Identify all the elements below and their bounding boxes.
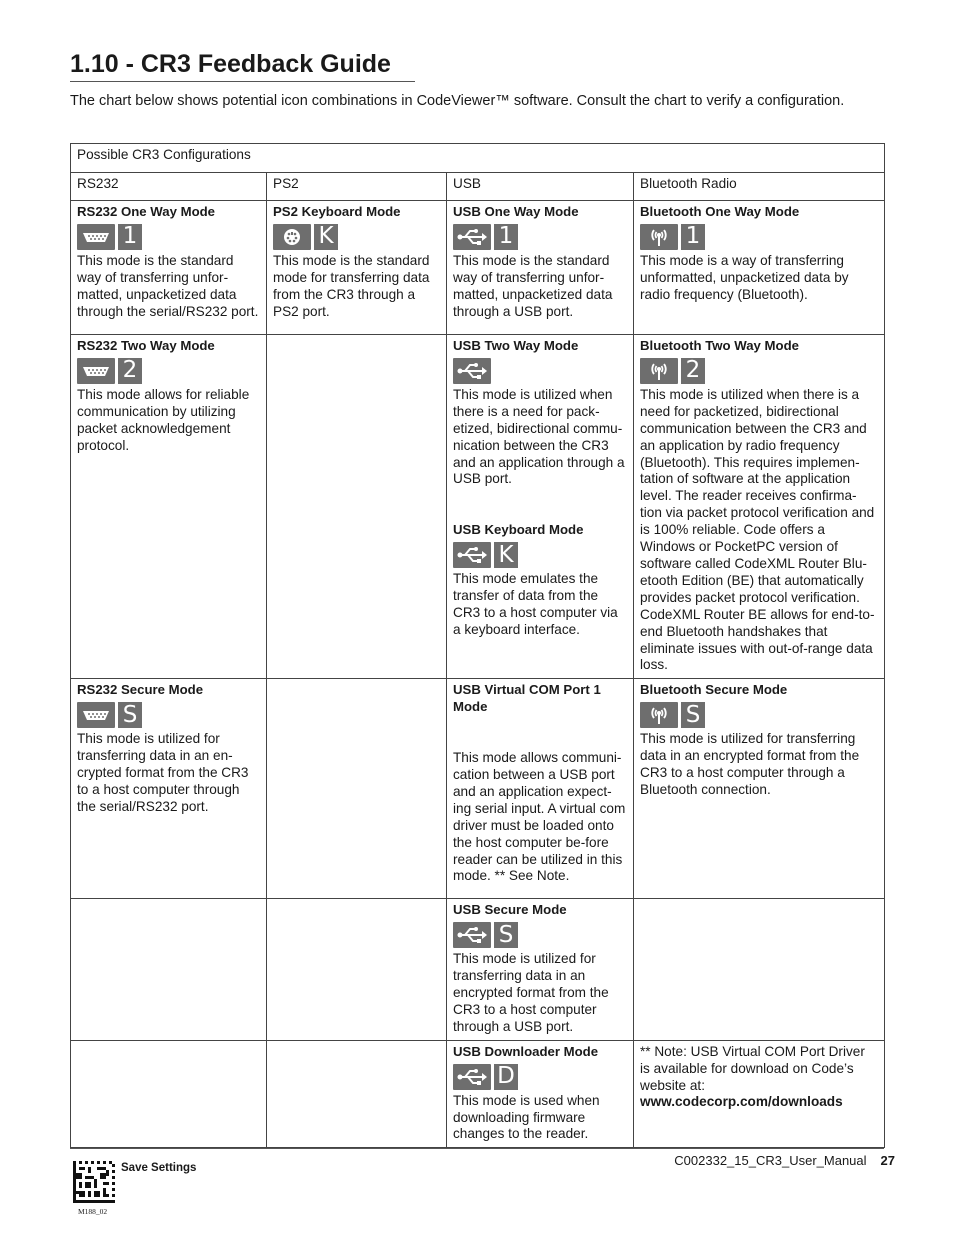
ps2-keyboard-cell [267, 201, 447, 335]
empty-cell [634, 899, 885, 1040]
mode-description: This mode is the standard way of transferring unfor-matted, unpacketized data through a USB port. [453, 252, 613, 319]
mode-name: Bluetooth Secure Mode [640, 682, 788, 698]
driver-note-cell [634, 1040, 885, 1148]
mode-glyph: S [118, 702, 142, 728]
save-settings-label: Save Settings [121, 1162, 197, 1174]
table-row [71, 679, 885, 899]
mode-glyph: D [494, 1064, 518, 1090]
empty-cell [267, 679, 447, 899]
mode-description: This mode emulates the transfer of data from the CR3 to a host computer via a keyboard interface. [453, 571, 618, 637]
usb-secure-cell [447, 899, 634, 1040]
table-caption: Possible CR3 Configurations [71, 144, 885, 173]
mode-glyph: S [494, 922, 518, 948]
page-number: 27 [880, 1153, 895, 1168]
empty-cell [267, 899, 447, 1040]
empty-cell [71, 1040, 267, 1148]
empty-cell [71, 899, 267, 1040]
barcode-code: M188_02 [78, 1207, 108, 1216]
mode-description: This mode is a way of transferring unformatted, unpacketized data by radio frequency (Bluetooth). [640, 252, 849, 302]
mode-description: This mode is utilized for transferring data in an encrypted format from the CR3 to a host computer through a USB port. [453, 951, 609, 1034]
usb-icon [453, 542, 491, 568]
serial-port-icon [77, 358, 115, 384]
mode-description: This mode allows for reliable communication by utilizing packet acknowledgement protocol. [77, 386, 250, 453]
table-row [71, 201, 885, 335]
usb-one-way-cell [447, 201, 634, 335]
radio-antenna-icon [640, 702, 678, 728]
mode-name: PS2 Keyboard Mode [273, 204, 401, 219]
intro-paragraph: The chart below shows potential icon combinations in CodeViewer™ software. Consult the chart to verify a configuration. [70, 93, 845, 109]
mode-glyph: K [494, 542, 518, 568]
table-row [71, 1040, 885, 1148]
radio-antenna-icon [640, 358, 678, 384]
footer-doc-id [674, 1153, 895, 1168]
mode-description: This mode is utilized when there is a need for pack-etized, bidirectional commu-nication between the CR3 and an application through a USB port. [453, 386, 625, 487]
rs232-one-way-cell [71, 201, 267, 335]
mode-name: RS232 Two Way Mode [77, 338, 215, 353]
rs232-two-way-cell [71, 335, 267, 679]
mode-name: RS232 One Way Mode [77, 204, 216, 219]
driver-note-text: ** Note: USB Virtual COM Port Driver is available for download on Code’s website at: [640, 1043, 865, 1093]
mode-description: This mode is used when downloading firmware changes to the reader. [453, 1092, 600, 1142]
mode-name: USB Keyboard Mode [453, 522, 584, 538]
bluetooth-one-way-cell [634, 201, 885, 335]
mode-description: This mode allows communi-cation between a USB port and an application expect-ing serial input. A virtual com driver must be loaded onto the host computer be-fore reader can be utilized in this mode. ** See Note. [453, 750, 626, 884]
mode-name: RS232 Secure Mode [77, 682, 204, 698]
column-header-rs232: RS232 [71, 173, 267, 201]
usb-icon [453, 922, 491, 948]
mode-name: Bluetooth One Way Mode [640, 204, 800, 219]
empty-cell [267, 1040, 447, 1148]
table-row [71, 335, 885, 679]
bluetooth-secure-cell [634, 679, 885, 899]
mode-name: USB Two Way Mode [453, 338, 579, 353]
column-header-ps2: PS2 [267, 173, 447, 201]
empty-cell [267, 335, 447, 679]
mode-name: USB One Way Mode [453, 204, 579, 219]
save-settings-barcode [73, 1160, 115, 1204]
doc-id-text: C002332_15_CR3_User_Manual [674, 1153, 867, 1168]
configurations-table [70, 143, 885, 1148]
table-header-row [71, 173, 885, 201]
mode-name: USB Downloader Mode [453, 1043, 599, 1059]
mode-glyph: 1 [494, 224, 518, 250]
usb-virtual-com-cell [447, 679, 634, 899]
mode-description: This mode is utilized for transferring data in an en-crypted format from the CR3 to a host computer through the serial/RS232 port. [77, 731, 249, 814]
mode-name: USB Virtual COM Port 1 Mode [453, 682, 601, 715]
footer-divider [70, 1148, 884, 1149]
mode-glyph: K [314, 224, 338, 250]
mode-glyph: 2 [118, 358, 142, 384]
column-header-bluetooth: Bluetooth Radio [634, 173, 885, 201]
mode-glyph: 1 [681, 224, 705, 250]
mode-description: This mode is utilized when there is a need for packetized, bidirectional communication between the CR3 and an application by radio frequency (Bluetooth). This requires implemen-tation of software at the application level. The reader receives confirma-tion via packet protocol verification and is 100% reliable. Code offers a Windows or PocketPC version of software called CodeXML Router Blu-etooth Edition (BE) that automatically provides packet protocol verification. CodeXML Router BE allows for end-to-end Bluetooth handshakes that eliminate issues with out-of-range data loss. [640, 386, 875, 673]
column-header-usb: USB [447, 173, 634, 201]
usb-icon [453, 224, 491, 250]
download-url: www.codecorp.com/downloads [640, 1094, 843, 1110]
usb-downloader-cell [447, 1040, 634, 1148]
bluetooth-two-way-cell [634, 335, 885, 679]
serial-port-icon [77, 224, 115, 250]
page-title: 1.10 - CR3 Feedback Guide [70, 50, 415, 82]
mode-description: This mode is utilized for transferring data in an encrypted format from the CR3 to a host computer through a Bluetooth connection. [640, 731, 860, 797]
mode-glyph: S [681, 702, 705, 728]
serial-port-icon [77, 702, 115, 728]
usb-icon [453, 358, 491, 384]
mode-description: This mode is the standard mode for transferring data from the CR3 through a PS2 port. [273, 252, 430, 319]
mode-name: USB Secure Mode [453, 902, 567, 918]
usb-icon [453, 1064, 491, 1090]
mode-name: Bluetooth Two Way Mode [640, 338, 799, 353]
mode-description: This mode is the standard way of transferring unfor-matted, unpacketized data through the serial/RS232 port. [77, 252, 259, 319]
radio-antenna-icon [640, 224, 678, 250]
ps2-port-icon [273, 224, 311, 250]
mode-glyph: 2 [681, 358, 705, 384]
table-row [71, 899, 885, 1040]
mode-glyph: 1 [118, 224, 142, 250]
rs232-secure-cell [71, 679, 267, 899]
usb-two-way-cell [447, 335, 634, 679]
